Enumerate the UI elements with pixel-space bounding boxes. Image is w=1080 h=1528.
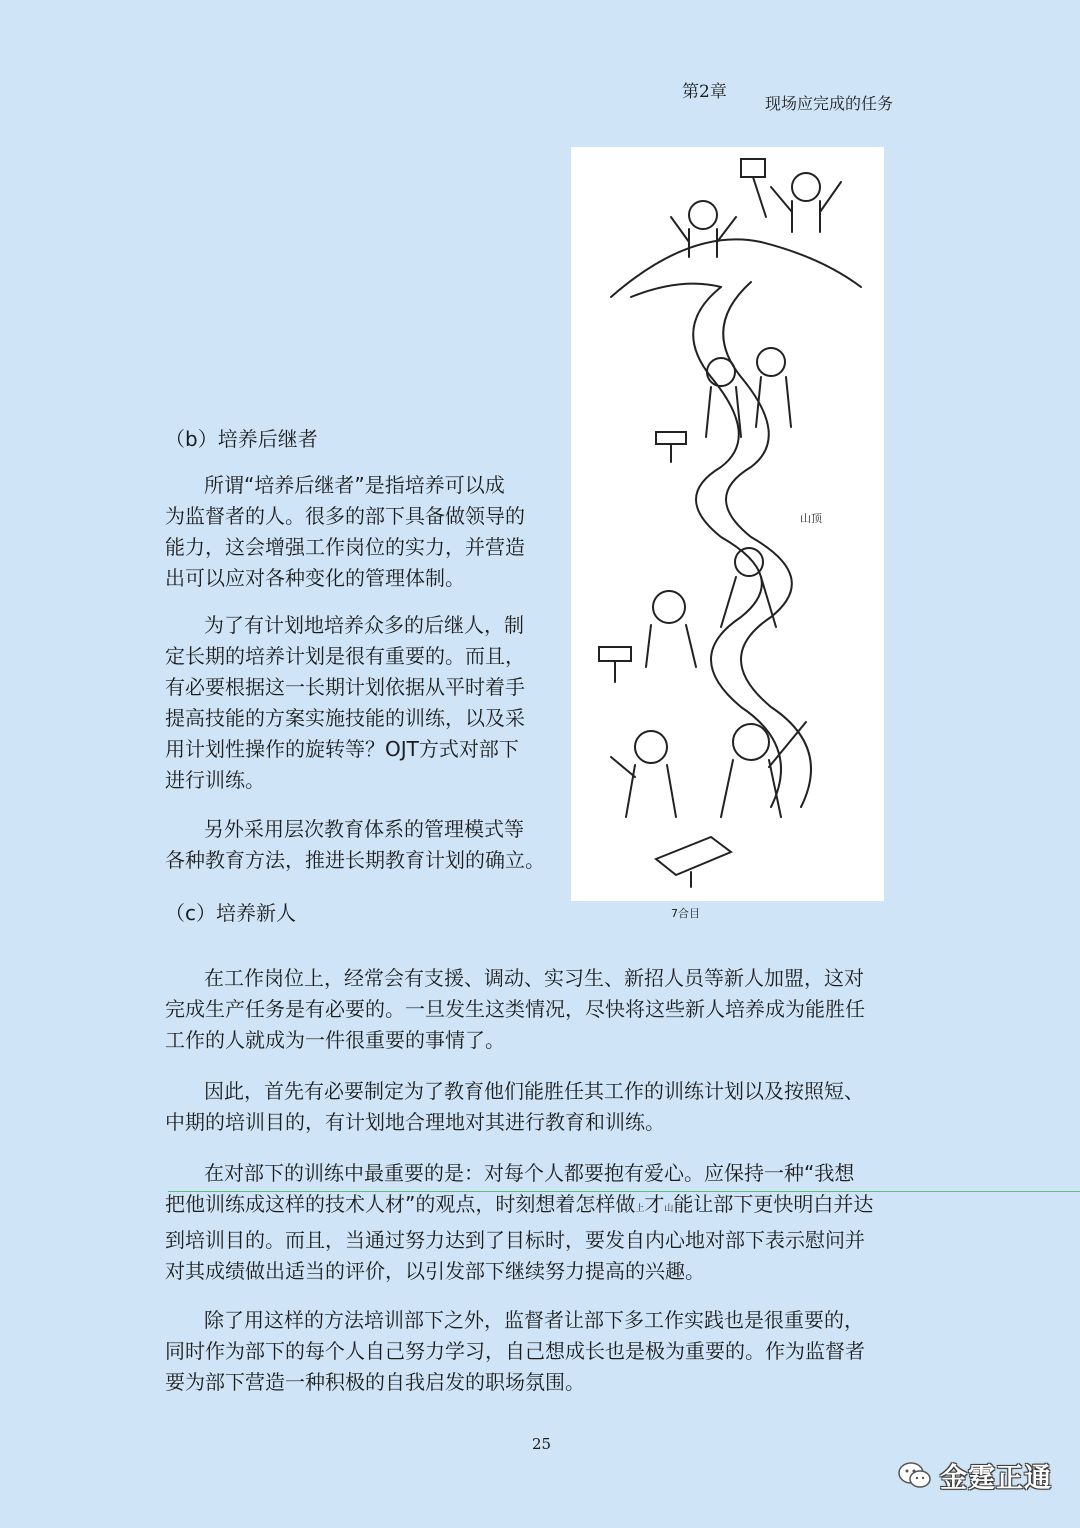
section-c-paragraph-1 xyxy=(165,963,865,1056)
wechat-icon xyxy=(898,1461,932,1491)
superscript-mark: 山 xyxy=(664,1204,674,1214)
text-line xyxy=(165,1189,873,1225)
text-line: 进行训练。 xyxy=(165,768,265,792)
text-line: 出可以应对各种变化的管理体制。 xyxy=(165,566,465,590)
text-line: 完成生产任务是有必要的。一旦发生这类情况，尽快将这些新人培养成为能胜任 xyxy=(165,997,865,1021)
text-line: 工作的人就成为一件很重要的事情了。 xyxy=(165,1028,505,1052)
text-line: 在对部下的训练中最重要的是：对每个人都要抱有爱心。应保持一种“我想 xyxy=(204,1161,855,1185)
text-segment: 才 xyxy=(644,1192,665,1216)
section-c-paragraph-4 xyxy=(165,1305,865,1398)
text-line: 要为部下营造一种积极的自我启发的职场氛围。 xyxy=(165,1370,585,1394)
section-b-heading: （b）培养后继者 xyxy=(165,427,318,451)
illustration-drawing xyxy=(571,147,884,901)
text-line: 另外采用层次教育体系的管理模式等 xyxy=(204,817,524,841)
text-line: 中期的培训目的，有计划地合理地对其进行教育和训练。 xyxy=(165,1110,665,1134)
text-segment: 把他训练成这样的技术人材”的观点，时刻想着怎样做 xyxy=(165,1192,636,1216)
text-line: 用计划性操作的旋转等？OJT方式对部下 xyxy=(165,737,519,761)
text-line: 除了用这样的方法培训部下之外，监督者让部下多工作实践也是很重要的， xyxy=(204,1308,864,1332)
text-line: 在工作岗位上，经常会有支援、调动、实习生、新招人员等新人加盟，这对 xyxy=(204,966,864,990)
section-c-paragraph-2 xyxy=(165,1076,864,1138)
section-b-paragraph-2 xyxy=(165,610,525,796)
text-line: 有必要根据这一长期计划依据从平时着手 xyxy=(165,675,525,699)
section-b-paragraph-1 xyxy=(165,470,525,594)
page-number: 25 xyxy=(532,1435,552,1453)
section-b-paragraph-3 xyxy=(165,814,545,876)
section-c-paragraph-3 xyxy=(165,1158,873,1287)
account-watermark xyxy=(898,1456,1052,1495)
chapter-title: 现场应完成的任务 xyxy=(765,94,894,113)
text-line: 同时作为部下的每个人自己努力学习，自己想成长也是极为重要的。作为监督者 xyxy=(165,1339,865,1363)
text-line: 所谓“培养后继者”是指培养可以成 xyxy=(204,473,505,497)
caption-summit: 山顶 xyxy=(800,512,822,525)
text-line: 到培训目的。而且，当通过努力达到了目标时，要发自内心地对部下表示慰问并 xyxy=(165,1228,865,1252)
text-line: 因此，首先有必要制定为了教育他们能胜任其工作的训练计划以及按照短、 xyxy=(204,1079,864,1103)
text-line: 定长期的培养计划是很有重要的。而且， xyxy=(165,644,525,668)
caption-seventh-station: 7合目 xyxy=(671,907,700,920)
section-c-heading: （c）培养新人 xyxy=(165,901,296,925)
text-line: 各种教育方法，推进长期教育计划的确立。 xyxy=(165,848,545,872)
text-line: 提高技能的方案实施技能的训练，以及采 xyxy=(165,706,525,730)
text-line: 为了有计划地培养众多的后继人，制 xyxy=(204,613,524,637)
chapter-label: 第2章 xyxy=(682,82,727,102)
mountain-climbing-illustration xyxy=(571,147,884,901)
superscript-mark: 上 xyxy=(635,1204,645,1214)
text-line: 能力，这会增强工作岗位的实力，并营造 xyxy=(165,535,525,559)
watermark-text: 金霆正通 xyxy=(940,1463,1052,1494)
text-line: 对其成绩做出适当的评价，以引发部下继续努力提高的兴趣。 xyxy=(165,1259,705,1283)
text-line: 为监督者的人。很多的部下具备做领导的 xyxy=(165,504,525,528)
text-segment: 能让部下更快明白并达 xyxy=(673,1192,874,1216)
